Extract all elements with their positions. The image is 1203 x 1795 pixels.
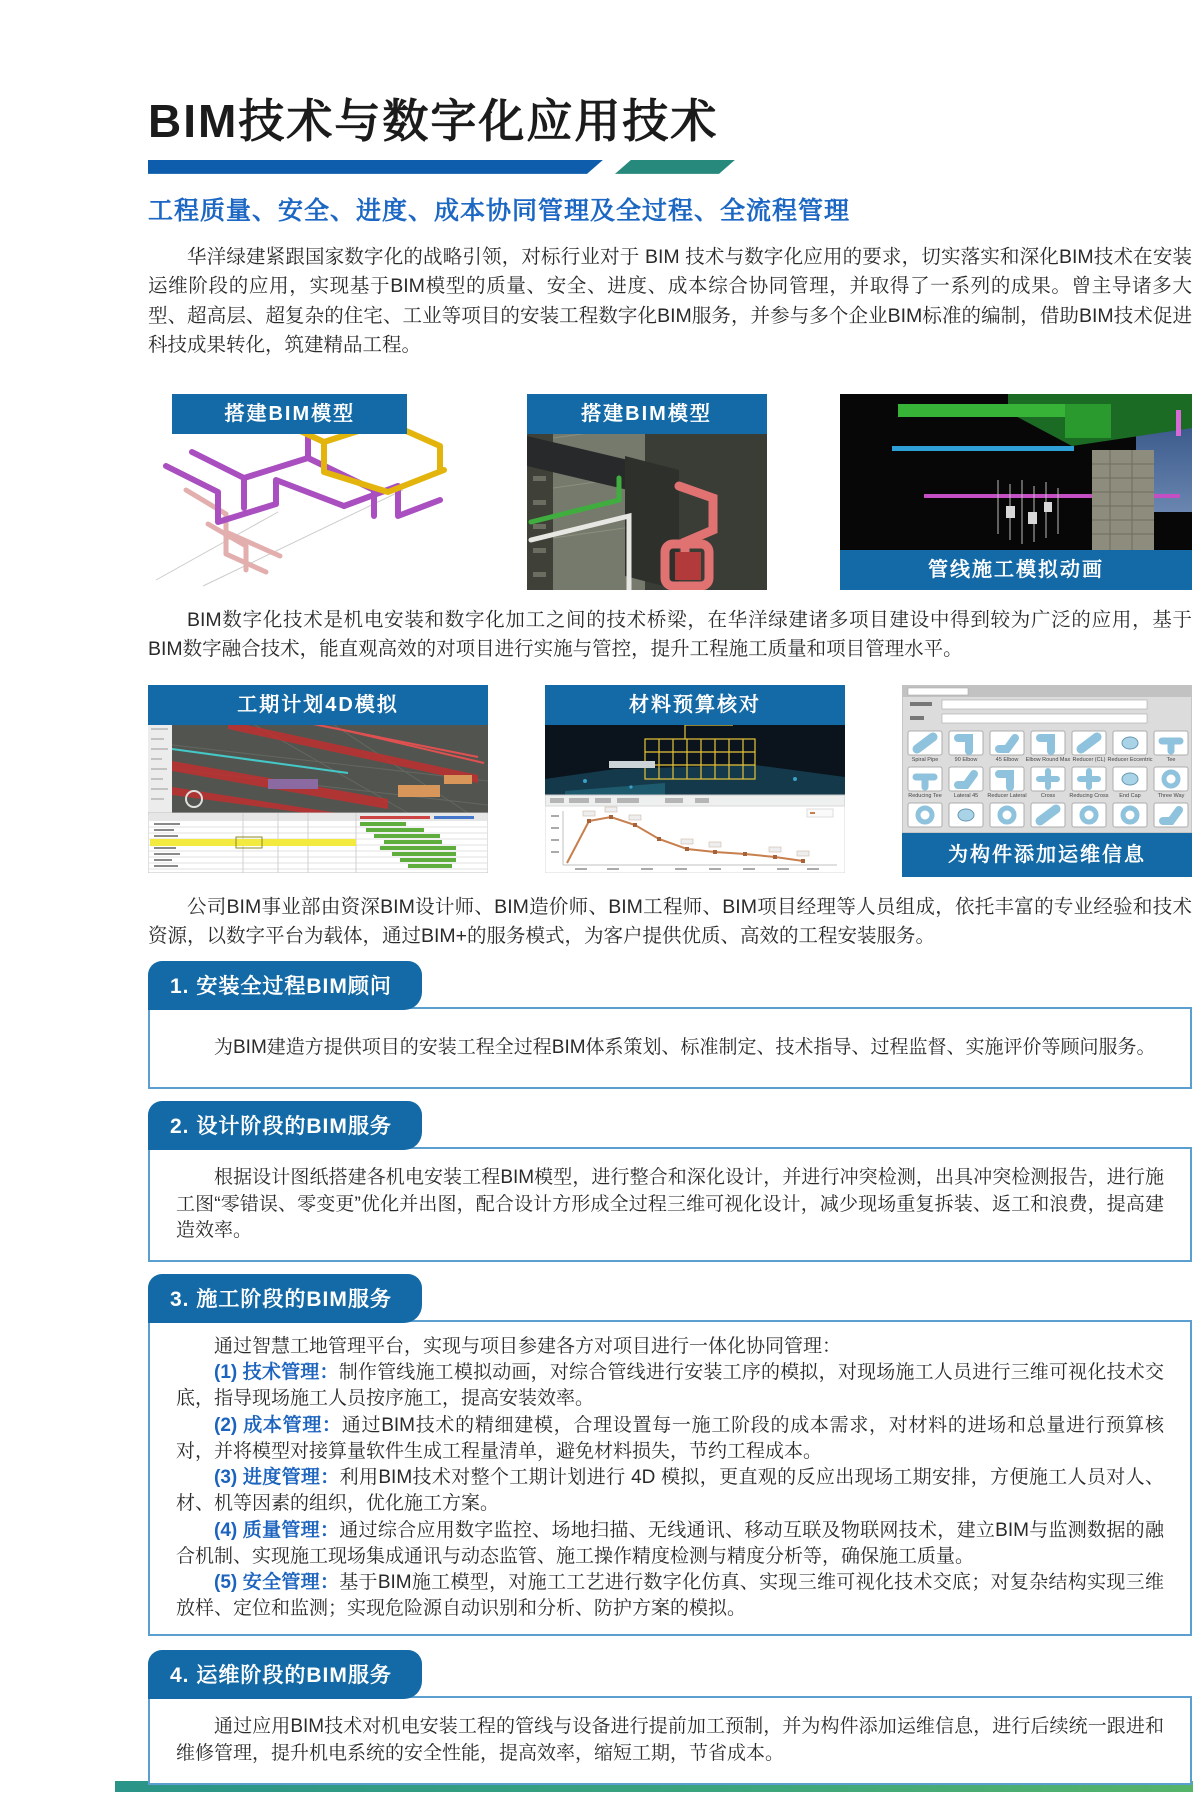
gantt-critical-bar [360, 816, 430, 819]
figure-label: 管线施工模拟动画 [840, 550, 1192, 590]
page-subtitle: 工程质量、安全、进度、成本协同管理及全过程、全流程管理 [148, 196, 851, 225]
figure-4d-schedule [148, 685, 488, 873]
section-list-item [176, 1465, 1164, 1517]
item-label: (1) 技术管理： [214, 1362, 339, 1384]
item-text: 利用BIM技术对整个工期计划进行 4D 模拟，更直观的反应出现场工期安排，方便施工人员对人、材、机等因素的组织，优化施工方案。 [176, 1467, 1164, 1515]
figure-bim-model-detail [527, 394, 767, 590]
section-list-item [176, 1360, 1164, 1412]
section-body-box [148, 1007, 1192, 1089]
figure-material-budget [545, 685, 845, 873]
section-body-box [148, 1696, 1192, 1784]
fitting-icon-grid [908, 731, 1188, 827]
pipeline-simulation-image [840, 394, 1192, 550]
component-library-image [902, 685, 1192, 833]
item-text: 制作管线施工模拟动画，对综合管线进行安装工序的模拟，对现场施工人员进行三维可视化技术交底，指导现场施工人员按序施工，提高安装效率。 [176, 1362, 1164, 1410]
intro-paragraph: 华洋绿建紧跟国家数字化的战略引领，对标行业对于 BIM 技术与数字化应用的要求，切实落实和深化BIM技术在安装运维阶段的应用，实现基于BIM模型的质量、安全、进度、成本综合协同管理，并取得了一系列的成果。曾主导诸多大型、超高层、超复杂的住宅、工业等项目的安装工程数字化BIM服务，并参与多个企业BIM标准的编制，借助BIM技术促进科技成果转化，筑建精品工程。 [148, 246, 1192, 356]
title-underline-green-segment [615, 160, 735, 174]
red-equipment-box [675, 552, 701, 580]
bim-team-paragraph: 公司BIM事业部由资深BIM设计师、BIM造价师、BIM工程师、BIM项目经理等人员组成，依托丰富的专业经验和技术资源，以数字平台为载体，通过BIM+的服务模式，为客户提供优质、高效的工程安装服务。 [148, 895, 1192, 947]
white-slab [609, 761, 655, 768]
item-label: (4) 质量管理： [214, 1519, 340, 1541]
figure-label: 搭建BIM模型 [527, 394, 767, 434]
section-bim-consultant [148, 961, 1192, 1089]
figure-label: 为构件添加运维信息 [902, 833, 1192, 877]
section-list-item [176, 1570, 1164, 1622]
section-heading-tab: 3. 施工阶段的BIM服务 [148, 1274, 422, 1323]
section-heading-tab: 4. 运维阶段的BIM服务 [148, 1650, 422, 1699]
section-heading-tab: 1. 安装全过程BIM顾问 [148, 961, 422, 1010]
svg-text:Spiral Pipe: Spiral Pipe [911, 756, 939, 763]
section-body-box [148, 1147, 1192, 1262]
svg-text:Cross: Cross [1040, 792, 1056, 799]
svg-text:Lateral 45: Lateral 45 [953, 792, 979, 799]
green-duct-elbow [1065, 404, 1111, 438]
svg-text:Reducing Cross: Reducing Cross [1069, 792, 1109, 799]
section-body-text: 根据设计图纸搭建各机电安装工程BIM模型，进行整合和深化设计，并进行冲突检测，出具冲突检测报告，进行施工图“零错误、零变更”优化并出图，配合设计方形成全过程三维可视化设计，减少现场重复拆装、返工和浪费，提高建造效率。 [176, 1167, 1164, 1241]
highlighted-task-row [150, 839, 356, 846]
material-budget-image [545, 721, 845, 873]
svg-text:Elbow Round Max: Elbow Round Max [1025, 756, 1071, 763]
section-heading-tab: 2. 设计阶段的BIM服务 [148, 1101, 422, 1150]
section-design-phase [148, 1101, 1192, 1262]
title-underline-blue-segment [148, 160, 603, 174]
title-underline-bar [148, 160, 1192, 174]
magenta-drop [1176, 410, 1181, 436]
bim-bridge-paragraph: BIM数字化技术是机电安装和数字化加工之间的技术桥梁，在华洋绿建诸多项目建设中得到较为广泛的应用，基于BIM数字融合技术，能直观高效的对项目进行实施与管控，提升工程施工质量和项目管理水平。 [148, 609, 1192, 661]
svg-text:Reducer (CL): Reducer (CL) [1072, 756, 1106, 763]
item-label: (2) 成本管理： [214, 1414, 342, 1436]
icon-row-1 [908, 731, 1188, 755]
titlebar-field [908, 688, 968, 695]
section-list-item [176, 1518, 1164, 1570]
page-content [148, 0, 1192, 1785]
section-body-text: 通过应用BIM技术对机电安装工程的管线与设备进行提前加工预制，并为构件添加运维信息，进行后续统一跟进和维修管理，提升机电系统的安全性能，提高效率，缩短工期，节省成本。 [176, 1716, 1164, 1764]
green-duct [898, 404, 1078, 417]
section-intro-text: 通过智慧工地管理平台，实现与项目参建各方对项目进行一体化协同管理： [214, 1336, 842, 1358]
dark-column [625, 456, 679, 590]
figure-label: 搭建BIM模型 [172, 394, 407, 434]
svg-text:45 Elbow: 45 Elbow [995, 756, 1019, 763]
figure-row-2 [148, 685, 1192, 877]
icon-row-2 [908, 767, 1188, 791]
gantt-blue-bar [434, 816, 474, 819]
purple-element [268, 779, 318, 789]
figure-label: 工期计划4D模拟 [148, 685, 488, 725]
item-text: 基于BIM施工模型，对施工工艺进行数字化仿真、实现三维可视化技术交底；对复杂结构实现三维放样、定位和监测；实现危险源自动识别和分析、防护方案的模拟。 [176, 1571, 1164, 1620]
figure-pipeline-simulation [840, 394, 1192, 590]
svg-text:90 Elbow: 90 Elbow [954, 756, 978, 763]
figure-component-library [902, 685, 1192, 877]
4d-schedule-image [148, 721, 488, 873]
blue-pipe-line [892, 446, 1074, 451]
legend-swatch [810, 812, 815, 814]
item-label: (3) 进度管理： [214, 1467, 340, 1489]
figure-row-1 [148, 394, 1192, 590]
section-body-text: 为BIM建造方提供项目的安装工程全过程BIM体系策划、标准制定、技术指导、过程监督、实施评价等顾问服务。 [214, 1037, 1156, 1059]
svg-text:Reducer Lateral: Reducer Lateral [987, 792, 1027, 799]
page-title: BIM技术与数字化应用技术 [148, 95, 719, 147]
masonry-column [1092, 450, 1154, 550]
svg-text:Reducing Tee: Reducing Tee [908, 792, 942, 799]
item-text: 通过BIM技术的精细建模，合理设置每一施工阶段的成本需求，对材料的进场和总量进行预算核对，并将模型对接算量软件生成工程量清单，避免材料损失，节约工程成本。 [176, 1414, 1164, 1462]
section-construction-phase [148, 1274, 1192, 1636]
svg-text:End Cap: End Cap [1119, 792, 1141, 799]
icon-row-3 [908, 803, 1188, 827]
section-operation-phase [148, 1650, 1192, 1784]
section-body-box [148, 1320, 1192, 1636]
section-list-item [176, 1413, 1164, 1465]
svg-text:Three Way: Three Way [1157, 792, 1185, 799]
figure-label: 材料预算核对 [545, 685, 845, 725]
svg-text:Reducer Eccentric: Reducer Eccentric [1107, 756, 1153, 763]
figure-bim-model-pipes [148, 394, 453, 590]
svg-text:Tee: Tee [1166, 756, 1176, 763]
item-label: (5) 安全管理： [214, 1571, 340, 1593]
item-text: 通过综合应用数字监控、场地扫描、无线通讯、移动互联及物联网技术，建立BIM与监测数据的融合机制、实现施工现场集成通讯与动态监管、施工操作精度检测与精度分析等，确保施工质量。 [176, 1519, 1164, 1567]
